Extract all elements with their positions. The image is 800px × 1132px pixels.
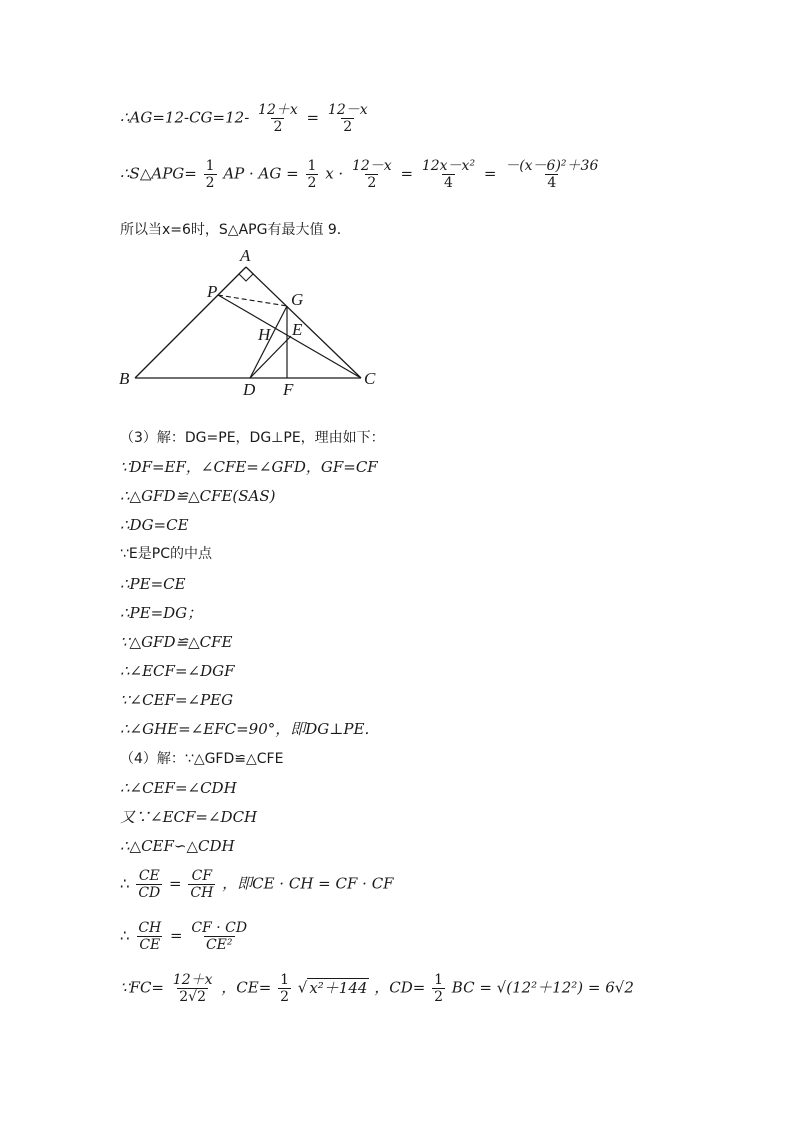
label-p: P bbox=[207, 282, 218, 301]
part3-step: ∵DF=EF，∠CFE=∠GFD，GF=CF bbox=[120, 458, 378, 476]
part4-heading: （4）解：∵△GFD≌△CFE bbox=[120, 751, 284, 767]
segment-ac bbox=[246, 267, 361, 378]
part3-step: ∴PE=DG； bbox=[120, 604, 203, 622]
part3-step: ∴DG=CE bbox=[120, 516, 189, 534]
fraction: $\frac{1}{2}$ bbox=[307, 158, 317, 191]
label-a: A bbox=[240, 246, 251, 265]
part3-step: ∴△GFD≌△CFE(SAS) bbox=[120, 487, 276, 505]
fraction: $\frac{1}{2}$ bbox=[434, 972, 443, 1005]
ag-equation: ∴AG=12-CG=12- $\frac{12+x}{2}$ = $\frac{12-x}{2}$ bbox=[120, 102, 368, 135]
sqrt-radicand: x²＋144 bbox=[309, 978, 368, 997]
fraction: $\frac{12+x}{2}$ bbox=[258, 102, 298, 135]
fraction: $\frac{CE}{CD}$ bbox=[138, 868, 161, 901]
fraction: $\frac{12-x}{2}$ bbox=[327, 102, 368, 135]
label-b: B bbox=[119, 369, 130, 388]
area-equation: ∴S△APG= $\frac{1}{2}$ AP · AG = $\frac{1}{2}$ x · $\frac{12-x}{2}$ = $\frac{\text{12x－x²}}{4}$ = $\frac{\text{－(x－6)²＋36}}{4}$ bbox=[120, 158, 599, 191]
part4-step: 又∵∠ECF=∠DCH bbox=[120, 808, 258, 826]
lengths-equation: ∵FC= $\frac{12+x}{2√2}$ ，CE= $\frac{1}{2}$ √ x²＋144 ，CD= $\frac{1}{2}$ BC = √(12²＋12²) = 6√2 bbox=[120, 972, 634, 1005]
part3-conclusion: ∴∠GHE=∠EFC=90°，即DG⊥PE． bbox=[120, 720, 380, 738]
part3-step: ∵△GFD≌△CFE bbox=[120, 633, 233, 651]
max-value-conclusion: 所以当x=6时，S△APG有最大值 9． bbox=[120, 222, 351, 238]
fraction: $\frac{CF}{CH}$ bbox=[190, 868, 214, 901]
label-d: D bbox=[243, 380, 256, 395]
segment-pc bbox=[218, 295, 361, 378]
right-angle-mark bbox=[239, 274, 253, 281]
ratio-equation-1: ∴ $\frac{CE}{CD}$ = $\frac{CF}{CH}$ ，即CE · CH = CF · CF bbox=[120, 868, 394, 901]
label-c: C bbox=[364, 369, 376, 388]
segment-de bbox=[250, 336, 291, 378]
fraction: $\frac{1}{2}$ bbox=[280, 972, 289, 1005]
geometry-figure bbox=[115, 245, 395, 395]
part3-heading: （3）解：DG=PE，DG⊥PE，理由如下： bbox=[120, 430, 385, 446]
fraction: $\frac{CH}{CE}$ bbox=[138, 920, 162, 953]
fraction: $\frac{12-x}{2}$ bbox=[351, 158, 392, 191]
part3-step: ∴PE=CE bbox=[120, 575, 186, 593]
fraction: $\frac{\text{－(x－6)²＋36}}{4}$ bbox=[505, 158, 599, 191]
part3-step: ∵∠CEF=∠PEG bbox=[120, 691, 234, 709]
fraction: $\frac{\text{12x－x²}}{4}$ bbox=[421, 158, 476, 191]
fraction: $\frac{CF \cdot CD}{\text{CE²}}$ bbox=[191, 920, 248, 953]
part3-step: ∵E是PC的中点 bbox=[120, 546, 212, 562]
fraction: $\frac{1}{2}$ bbox=[205, 158, 215, 191]
part4-step: ∴∠CEF=∠CDH bbox=[120, 779, 237, 797]
label-g: G bbox=[291, 290, 304, 309]
segment-ab bbox=[135, 267, 246, 378]
label-e: E bbox=[292, 320, 303, 339]
part3-step: ∴∠ECF=∠DGF bbox=[120, 662, 235, 680]
label-h: H bbox=[258, 325, 271, 344]
part4-step: ∴△CEF∽△CDH bbox=[120, 837, 235, 855]
fraction: $\frac{12+x}{2√2}$ bbox=[172, 972, 213, 1005]
label-f: F bbox=[283, 380, 294, 395]
ratio-equation-2: ∴ $\frac{CH}{CE}$ = $\frac{CF \cdot CD}{\text{CE²}}$ bbox=[120, 920, 248, 953]
